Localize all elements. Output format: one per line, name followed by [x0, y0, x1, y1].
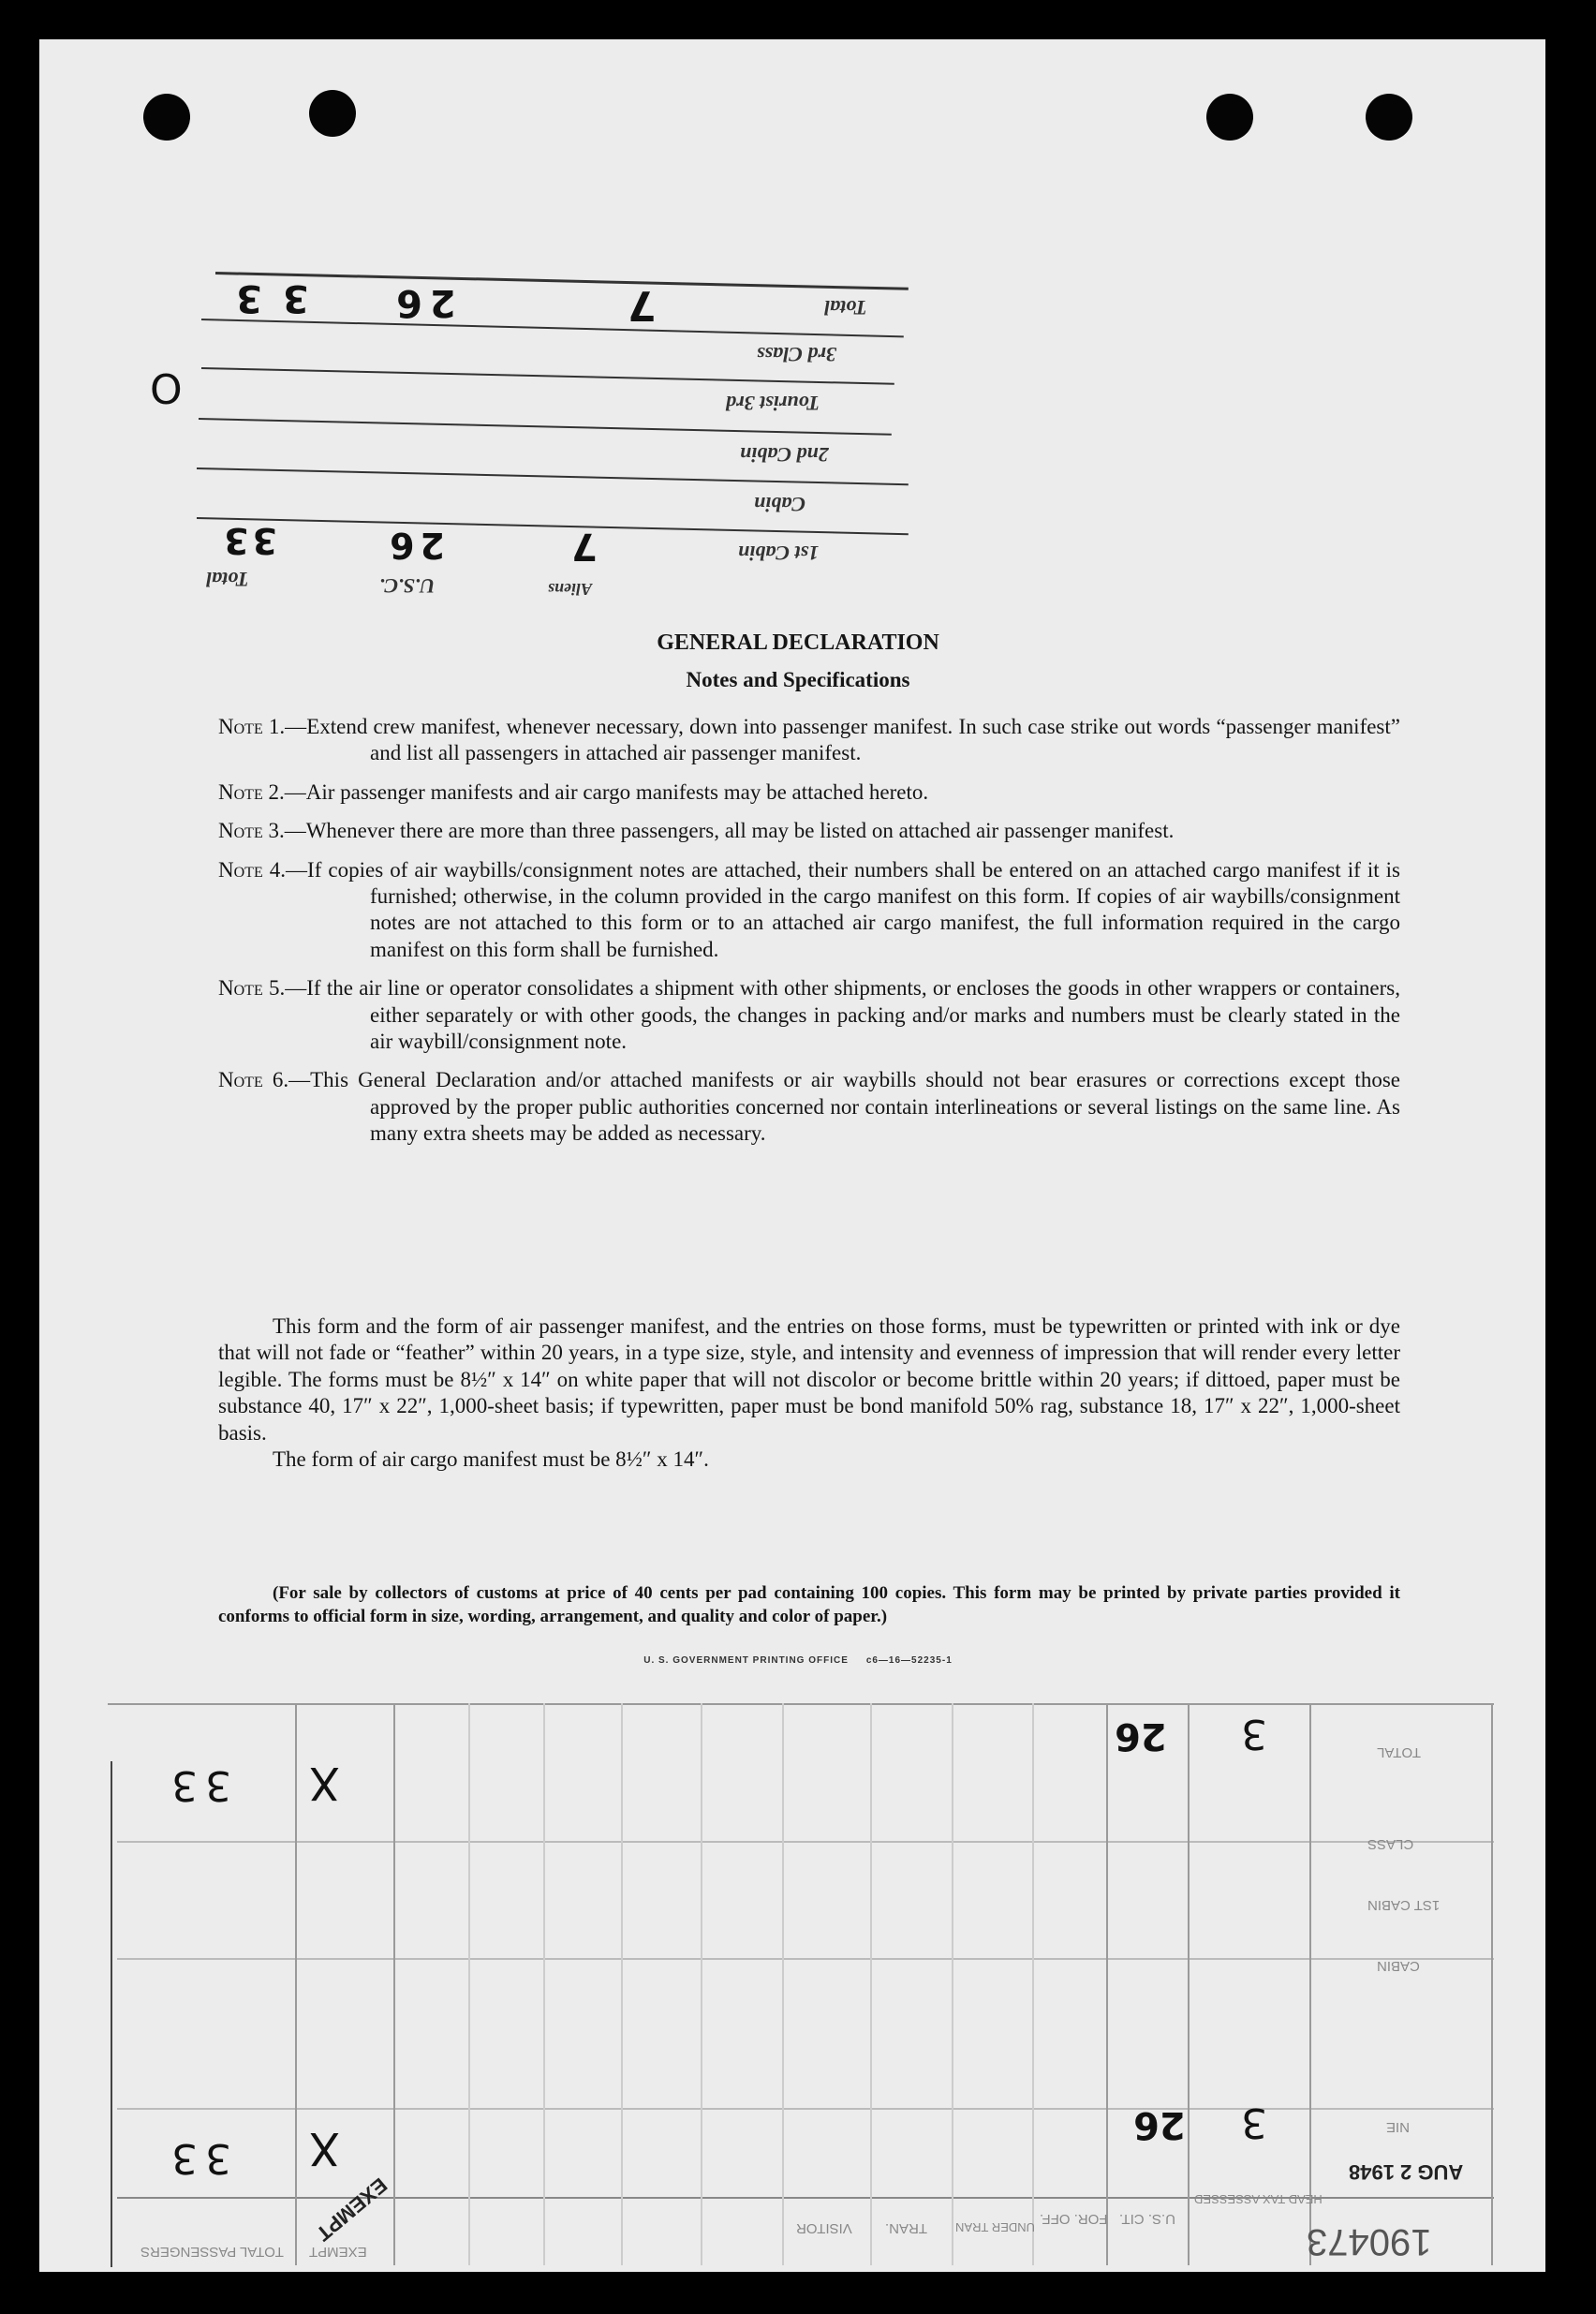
total-total: 33: [215, 276, 309, 319]
row-label-2nd-cabin: 2nd Cabin: [740, 443, 829, 467]
table-column-line: [111, 1761, 112, 2267]
note-6: [218, 1067, 1400, 1147]
bottom-us-cit: 26: [1133, 2103, 1186, 2146]
bottom-exempt-mark: X: [309, 2122, 340, 2174]
note-text: Air passenger manifests and air cargo manifests may be attached hereto.: [305, 779, 929, 804]
header-total-passengers: TOTAL PASSENGERS: [140, 2244, 284, 2260]
bottom-head-tax: 3: [1241, 2099, 1267, 2146]
table-column-line: [782, 1703, 784, 2265]
total-usc: 26: [389, 281, 456, 324]
table-row-line: [117, 2108, 1494, 2110]
form-title: GENERAL DECLARATION: [657, 630, 939, 655]
first-cabin-aliens: 7: [571, 525, 598, 568]
row-label-1st-cabin: 1ST CABIN: [1367, 1897, 1441, 1913]
row-label-class: CLASS: [1367, 1836, 1414, 1852]
table-column-line: [1106, 1703, 1108, 2265]
printing-office: U. S. GOVERNMENT PRINTING OFFICE: [643, 1655, 849, 1666]
table-column-line: [1032, 1703, 1034, 2265]
column-header-aliens: Aliens: [548, 580, 593, 599]
table-column-line: [393, 1703, 395, 2265]
header-exempt: EXEMPT: [309, 2244, 367, 2260]
note-label: Note 6.—: [218, 1068, 311, 1092]
note-3: [218, 818, 1400, 844]
top-head-tax: 3: [1241, 1710, 1267, 1758]
top-us-cit: 26: [1115, 1714, 1167, 1758]
table-column-line: [621, 1703, 623, 2265]
note-text: If copies of air waybills/consignment notes are attached, their numbers shall be entered on an attached cargo manifest if it is furnished; otherwise, in the column provided in the cargo manifest on this form. If copies of air waybills/consignment notes are not attached to this form or to an attached air cargo manifest, the full information required in the cargo manifest on this form shall be furnished.: [307, 857, 1400, 961]
total-aliens: 7: [628, 281, 657, 329]
header-head-tax-assessed: HEAD TAX ASSESSED: [1194, 2192, 1323, 2206]
table-column-line: [1491, 1703, 1493, 2265]
note-4: [218, 857, 1400, 964]
note-label: Note 2.—: [218, 779, 306, 804]
table-column-line: [295, 1703, 297, 2265]
table-column-line: [701, 1703, 702, 2265]
form-subtitle: Notes and Specifications: [686, 668, 910, 691]
table-column-line: [1309, 1703, 1311, 2265]
table-column-line: [468, 1703, 470, 2265]
form-code: c6—16—52235-1: [865, 1655, 953, 1666]
specification-paragraph: [218, 1313, 1400, 1473]
bottom-total-passengers: 33: [164, 2134, 231, 2182]
note-2: [218, 779, 1400, 806]
header-under-tran: UNDER TRAN: [955, 2220, 1035, 2234]
table-border: [108, 1703, 1494, 1705]
note-label: Note 1.—: [218, 715, 307, 738]
note-text: If the air line or operator consolidates a shipment with other shipments, or encloses the goods in other wrappers or containers, either separately or with other goods, the changes in packing and/or marks and numbers must be clearly stated in the air waybill/consignment note.: [306, 976, 1400, 1054]
row-label-1st-cabin: 1st Cabin: [738, 541, 820, 565]
table-column-line: [1188, 1703, 1190, 2265]
note-5: [218, 975, 1400, 1055]
table-row-line: [117, 1958, 1494, 1960]
table-column-line: [543, 1703, 545, 2265]
table-column-line: [952, 1703, 953, 2265]
note-text: Whenever there are more than three passengers, all may be listed on attached air passenger manifest.: [305, 819, 1175, 843]
first-cabin-total: 33: [220, 520, 277, 561]
printing-office-line: [0, 1655, 1596, 1666]
row-label-total: TOTAL: [1377, 1744, 1421, 1760]
paper-requirements: This form and the form of air passenger manifest, and the entries on those forms, must be typewritten or printed with ink or dye that will not fade or “feather” within 20 years, in a type size, style, and intensity and evenness of impression that will render every letter legible. The forms must be 8½″ x 14″ on white paper that will not discolor or become brittle within 20 years; if dittoed, paper must be substance 40, 17″ x 22″, 1,000-sheet basis; if typewritten, paper must be bond manifold 50% rag, substance 18, 17″ x 22″, 1,000-sheet basis.: [218, 1314, 1400, 1445]
column-header-usc: U.S.C.: [379, 574, 436, 598]
punch-hole: [143, 94, 190, 141]
column-header-total: Total: [206, 568, 249, 591]
handwritten-exempt: EXEMPT: [311, 2173, 392, 2247]
number-stamp: 190473: [1307, 2221, 1432, 2262]
header-us-cit: U.S. CIT.: [1119, 2211, 1176, 2227]
notes-list: [218, 714, 1400, 1160]
header-tran: TRAN.: [885, 2220, 927, 2236]
row-label-tourist-3rd: Tourist 3rd: [726, 392, 820, 415]
cargo-manifest-size: The form of air cargo manifest must be 8½″ x 14″.: [273, 1447, 709, 1472]
top-exempt-mark: X: [309, 1757, 340, 1809]
date-stamp: AUG 2 1948: [1349, 2160, 1464, 2184]
note-text: Extend crew manifest, whenever necessary, down into passenger manifest. In such case strike out words “passenger manifest” and list all passengers in attached air passenger manifest.: [306, 715, 1400, 765]
note-label: Note 5.—: [218, 976, 307, 1001]
header-visitor: VISITOR: [796, 2220, 852, 2236]
row-label-3rd-class: 3rd Class: [757, 343, 836, 366]
row-label-cabin: CABIN: [1377, 1958, 1420, 1974]
row-label-cabin: Cabin: [754, 493, 806, 516]
punch-hole: [1366, 94, 1412, 141]
row-label-total: Total: [824, 296, 867, 319]
table-row-line: [117, 1841, 1494, 1843]
note-text: This General Declaration and/or attached manifests or air waybills should not bear erasures or corrections except those approved by the proper public authorities concerned nor contain interlineations or several listings on the same line. As many extra sheets may be added as necessary.: [310, 1068, 1400, 1146]
table-column-line: [870, 1703, 872, 2265]
note-1: [218, 714, 1400, 767]
first-cabin-usc: 26: [384, 525, 445, 566]
margin-circle-mark: O: [150, 363, 183, 411]
top-total-passengers: 33: [164, 1761, 231, 1809]
punch-hole: [309, 90, 356, 137]
punch-hole: [1206, 94, 1253, 141]
note-label: Note 4.—: [218, 857, 308, 882]
row-label-nie: NIE: [1386, 2119, 1411, 2135]
header-for-off: FOR. OFF.: [1040, 2211, 1108, 2227]
sale-notice: (For sale by collectors of customs at price of 40 cents per pad containing 100 copies. This form may be printed by private parties provided it conforms to official form in size, wording, arrangement, and quality and color of paper.): [218, 1583, 1400, 1626]
note-label: Note 3.—: [218, 819, 306, 843]
